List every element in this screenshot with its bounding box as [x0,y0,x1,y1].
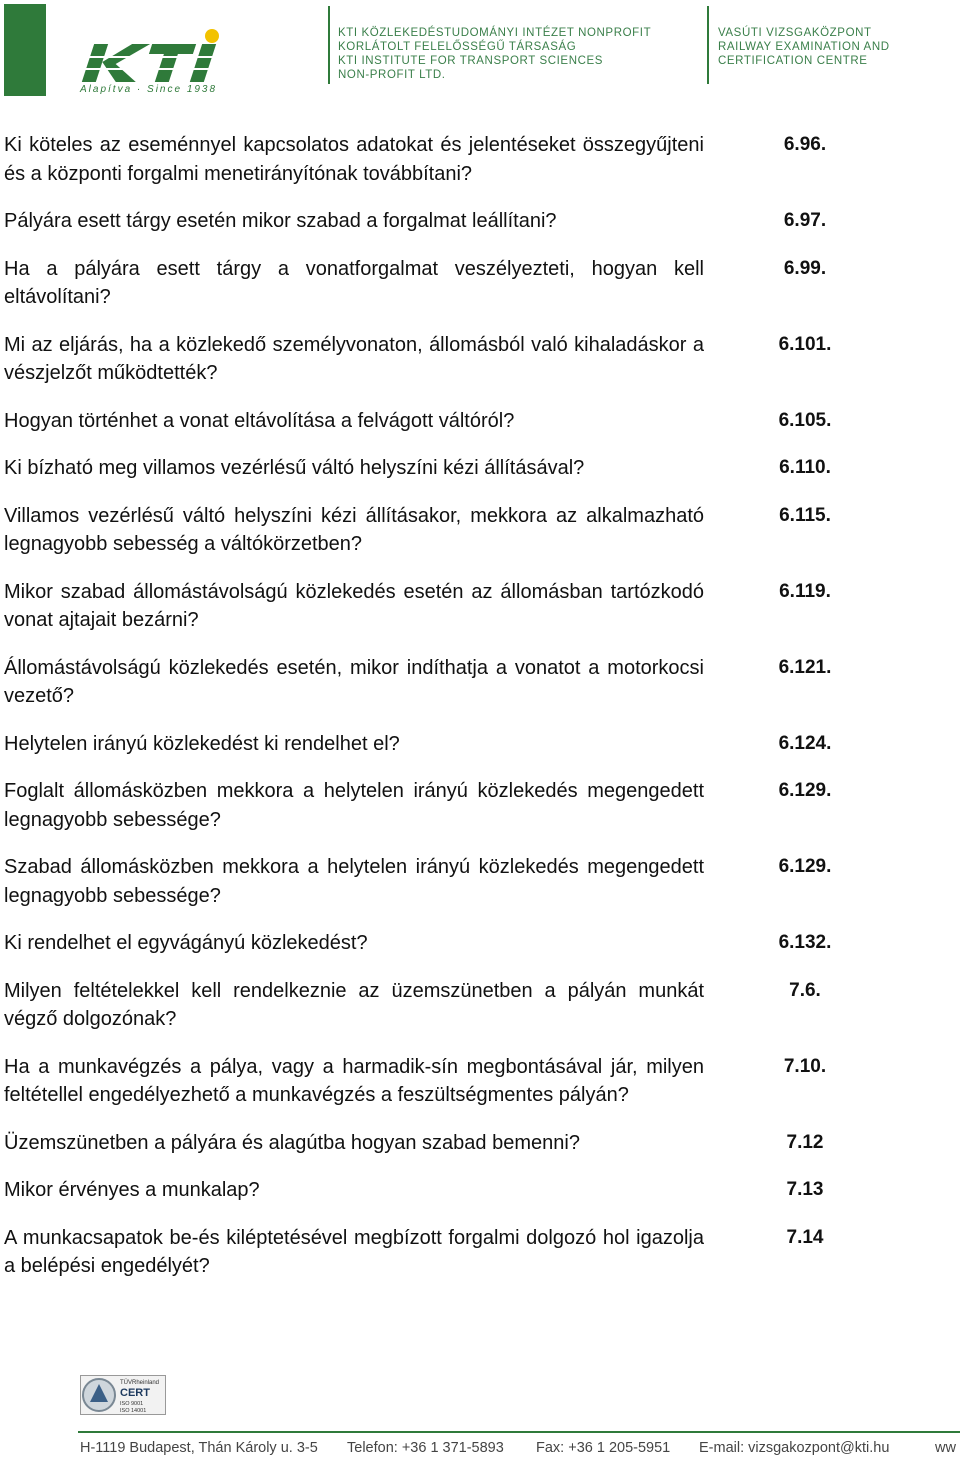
question-ref: 6.105. [778,409,832,431]
header-divider [707,6,709,84]
question-text: Foglalt állomásközben mekkora a helytelen irányú közlekedés megengedett legnagyobb sebessége? [4,780,704,831]
question-ref: 6.115. [779,504,831,526]
question-text: Mi az eljárás, ha a közlekedő személyvonaton, állomásból való kihaladáskor a vészjelzőt működtették? [4,333,704,384]
question-ref: 6.110. [779,457,831,478]
question-ref: 6.121. [778,656,832,678]
question-ref: 6.99. [783,257,827,279]
tuv-cert-badge [80,1375,166,1415]
institute-line: NON-PROFIT LTD. [338,69,446,81]
question-text: Ha a munkavégzés a pálya, vagy a harmadik-sín megbontásával jár, milyen feltétellel engedélyezhető a munkavégzés a feszültségmentes pályán? [4,1055,704,1106]
institute-line: KORLÁTOLT FELELŐSSÉGŰ TÁRSASÁG [338,41,577,53]
svg-text:ISO 14001: ISO 14001 [120,1408,147,1414]
question-ref: 6.132. [778,932,832,953]
svg-text:CERT: CERT [120,1387,150,1399]
question-row [4,1224,836,1281]
question-ref: 6.129. [778,780,832,801]
page-header [0,0,960,110]
institute-name [338,26,651,82]
svg-text:ISO 9001: ISO 9001 [120,1401,144,1407]
question-text: A munkacsapatok be-és kiléptetésével megbízott forgalmi dolgozó hol igazolja a belépési engedélyét? [4,1226,704,1277]
centre-line: VASÚTI VIZSGAKÖZPONT [718,27,872,39]
footer-fax: Fax: +36 1 205-5951 [536,1440,671,1456]
question-row [4,131,836,188]
kti-logo [72,26,232,84]
question-ref: 6.124. [778,732,832,754]
institute-line: KTI KÖZLEKEDÉSTUDOMÁNYI INTÉZET NONPROFIT [338,27,652,39]
brand-color-bar [4,4,46,96]
question-text: Pályára esett tárgy esetén mikor szabad a forgalmat leállítani? [4,210,557,232]
question-text: Ki bízható meg villamos vezérlésű váltó helyszíni kézi állításával? [4,457,585,479]
question-row [4,1176,836,1205]
question-text: Hogyan történhet a vonat eltávolítása a felvágott váltóról? [4,409,515,432]
question-text: Mikor szabad állomástávolságú közlekedés esetén az állomásban tartózkodó vonat ajtajait bezárni? [4,580,704,631]
question-ref: 6.97. [783,210,827,231]
question-row [4,730,836,759]
question-row [4,977,836,1034]
question-row [4,1053,836,1110]
question-text: Ki köteles az eseménnyel kapcsolatos adatokat és jelentéseket összegyűjteni és a központi forgalmi menetirányítónak továbbítani? [4,134,704,185]
footer-web[interactable]: ww [935,1440,956,1456]
question-text: Ha a pályára esett tárgy a vonatforgalmat veszélyezteti, hogyan kell eltávolítani? [4,257,704,308]
question-text: Szabad állomásközben mekkora a helytelen irányú közlekedés megengedett legnagyobb sebessége? [4,856,704,907]
question-row [4,1129,836,1158]
question-ref: 7.13 [786,1179,824,1200]
centre-name [718,26,890,68]
question-row [4,654,836,711]
question-ref: 6.119. [779,580,831,602]
logo-tagline: Alapítva · Since 1938 [80,84,218,95]
question-row [4,407,836,436]
question-text: Állomástávolságú közlekedés esetén, mikor indíthatja a vonatot a motorkocsi vezető? [4,656,704,707]
question-row [4,331,836,388]
question-ref: 7.10. [783,1055,827,1077]
question-row [4,777,836,834]
svg-text:TÜVRheinland: TÜVRheinland [120,1380,160,1386]
centre-line: CERTIFICATION CENTRE [718,55,868,67]
question-text: Milyen feltételekkel kell rendelkeznie az üzemszünetben a pályán munkát végző dolgozónak? [4,979,704,1030]
question-text: Mikor érvényes a munkalap? [4,1179,260,1201]
question-text: Villamos vezérlésű váltó helyszíni kézi állításakor, mekkora az alkalmazható legnagyobb sebesség a váltókörzetben? [4,504,704,555]
footer-divider [78,1431,960,1433]
question-ref: 7.14 [786,1226,824,1248]
footer-email[interactable]: E-mail: vizsgakozpont@kti.hu [699,1440,890,1456]
footer-address: H-1119 Budapest, Thán Károly u. 3-5 [80,1440,318,1456]
question-row [4,502,836,559]
question-row [4,578,836,635]
question-row [4,255,836,312]
question-row [4,929,836,958]
question-row [4,853,836,910]
header-divider [328,6,330,84]
institute-line: KTI INSTITUTE FOR TRANSPORT SCIENCES [338,55,604,67]
question-text: Ki rendelhet el egyvágányú közlekedést? [4,932,368,954]
question-text: Üzemszünetben a pályára és alagútba hogyan szabad bemenni? [4,1131,580,1154]
question-list [4,131,836,1300]
logo-sun-icon [205,29,219,43]
question-ref: 7.12 [786,1131,824,1153]
question-text: Helytelen irányú közlekedést ki rendelhet el? [4,732,400,755]
question-row [4,207,836,236]
footer-phone: Telefon: +36 1 371-5893 [347,1440,504,1456]
question-row [4,454,836,483]
centre-line: RAILWAY EXAMINATION AND [718,41,890,53]
question-ref: 6.96. [783,134,827,155]
question-ref: 6.101. [778,333,832,355]
question-ref: 6.129. [778,856,832,877]
question-ref: 7.6. [789,979,821,1001]
